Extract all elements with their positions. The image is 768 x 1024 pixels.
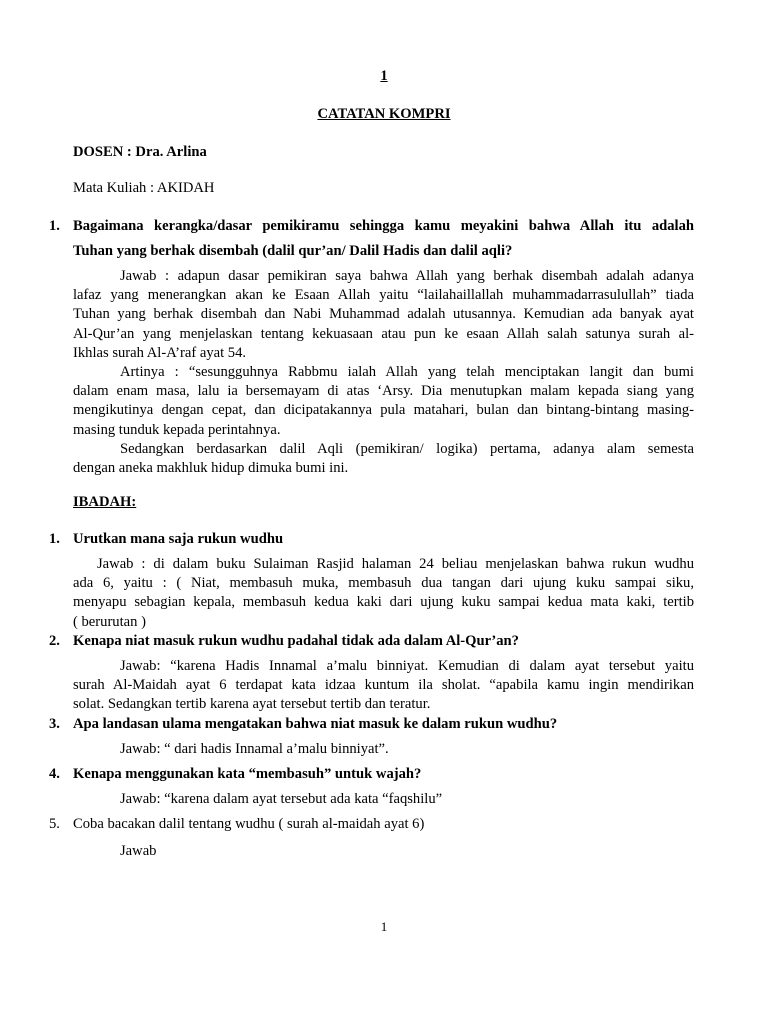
answer-line: Ikhlas surah Al-A’raf ayat 54. [73,344,247,361]
answer-line: dengan aneka makhluk hidup dimuka bumi ini. [73,460,349,477]
answer-paragraph [73,657,694,715]
question-line: Kenapa niat masuk rukun wudhu padahal tidak ada dalam Al-Qur’an? [73,633,519,649]
answer-line: dalam enam masa, lalu ia bersemayam di atas ‘Arsy. Dia menutupkan malam kepada siang yang [73,383,694,400]
answer-line: masing tunduk kepada perintahnya. [73,421,281,438]
answer-line: Jawab : di dalam buku Sulaiman Rasjid halaman 24 beliau menjelaskan bahwa rukun wudhu [97,556,694,572]
answer-line: lafaz yang menerangkan akan ke Esaan Allah yaitu “lailahaillallah muhammadarrasulullah” tiada [73,287,694,304]
question-line: Coba bacakan dalil tentang wudhu ( surah al-maidah ayat 6) [73,816,425,832]
answer-line: menyapu sebagian kepala, membasuh kedua kaki dari ujung kuku sampai kedua mata kaki, tertib [73,594,694,611]
question-line: Bagaimana kerangka/dasar pemikiramu sehingga kamu meyakini bahwa Allah itu adalah [73,218,694,234]
answer-line: Tuhan yang berhak disembah dan Nabi Muhammad adalah utusannya. Kemudian ada banyak ayat [73,306,694,323]
answer-line: Al-Qur’an yang menjelaskan tentang kekuasaan atau pun ke esaan Allah salah satunya surah al- [73,325,694,342]
document-title: CATATAN KOMPRI [317,106,451,122]
page-number-top: 1 [380,68,388,84]
answer-line: Sedangkan berdasarkan dalil Aqli (pemikiran/ logika) pertama, adanya alam semesta [120,440,694,457]
answer-line: ada 6, yaitu : ( Niat, membasuh muka, membasuh dua tangan dari ujung kuku sampai siku, [73,575,694,592]
question-number: 1. [49,531,60,547]
answer-line: surah Al-Maidah ayat 6 terdapat kata idzaa kuntum ila sholat. “apabila kamu ingin mendirikan [73,677,694,694]
question-number: 1. [49,218,60,234]
question-number: 3. [49,716,60,732]
answer-paragraph [73,267,694,478]
answer-line: ( berurutan ) [73,613,146,630]
answer-line: Jawab: “karena Hadis Innamal a’malu binniyat. Kemudian di dalam ayat tersebut yaitu [120,658,694,674]
footer-page-number: 1 [380,919,388,934]
answer-line: Jawab [120,843,157,859]
answer-paragraph [73,555,694,632]
question-number: 4. [49,766,60,782]
question-line: Urutkan mana saja rukun wudhu [73,531,284,547]
answer-line: Jawab : adapun dasar pemikiran saya bahwa Allah yang berhak disembah adalah adanya [120,268,694,284]
answer-line: mengikutinya dengan cepat, dan dicipatakannya pula matahari, bulan dan bintang-bintang masing- [73,402,694,419]
dosen-line: DOSEN : Dra. Arlina [73,144,207,160]
answer-paragraph [73,842,694,861]
answer-line: Artinya : “sesungguhnya Rabbmu ialah Allah yang telah menciptakan langit dan bumi [120,364,694,381]
question-line: Apa landasan ulama mengatakan bahwa niat masuk ke dalam rukun wudhu? [73,716,558,732]
answer-line: solat. Sedangkan tertib karena ayat tersebut tertib dan teratur. [73,696,431,713]
answer-paragraph [73,740,694,759]
question-line: Kenapa menggunakan kata “membasuh” untuk wajah? [73,766,422,782]
question-number: 5. [49,816,60,832]
answer-paragraph [73,790,694,809]
section-heading-ibadah: IBADAH: [73,494,137,510]
question-number: 2. [49,633,60,649]
answer-line: Jawab: “karena dalam ayat tersebut ada kata “faqshilu” [120,791,443,807]
mata-kuliah-line: Mata Kuliah : AKIDAH [73,180,215,196]
answer-line: Jawab: “ dari hadis Innamal a’malu binniyat”. [120,741,389,757]
question-line: Tuhan yang berhak disembah (dalil qur’an/ Dalil Hadis dan dalil aqli? [73,243,513,259]
